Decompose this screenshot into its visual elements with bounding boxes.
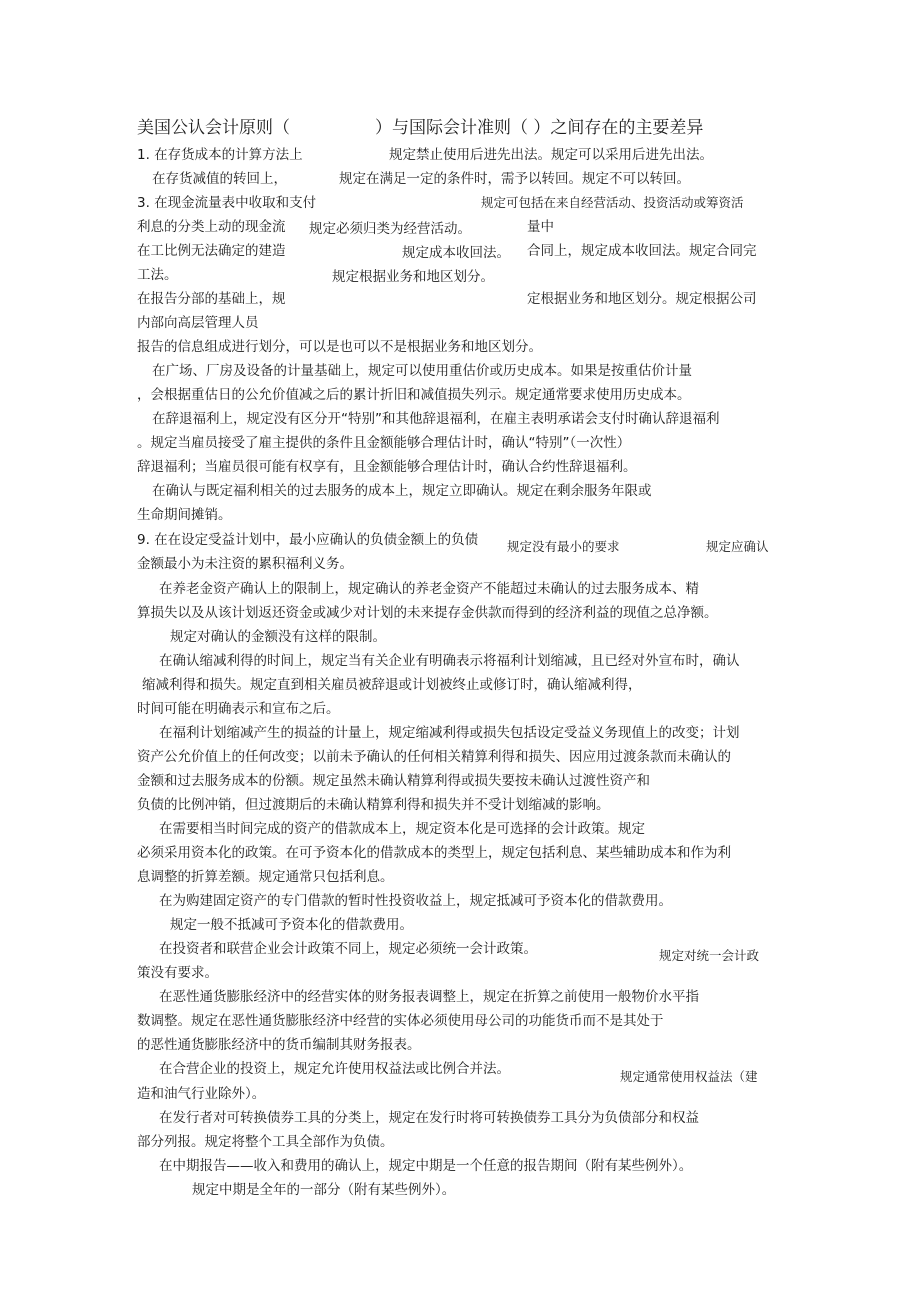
text-line: 。规定当雇员接受了雇主提供的条件且金额能够合理估计时，确认“特别”（一次性） (137, 435, 631, 451)
text-line: 在养老金资产确认上的限制上，规定确认的养老金资产不能超过未确认的过去服务成本、精 (159, 581, 699, 597)
text-line: 规定应确认 (706, 539, 769, 554)
text-line: 规定必须归类为经营活动。 (309, 221, 471, 237)
text-line: 在确认与既定福利相关的过去服务的成本上，规定立即确认。规定在剩余服务年限或 (152, 483, 652, 499)
text-line: 在福利计划缩减产生的损益的计量上，规定缩减利得或损失包括设定受益义务现值上的改变；计划 (159, 725, 740, 741)
text-line: 在发行者对可转换债券工具的分类上，规定在发行时将可转换债券工具分为负债部分和权益 (159, 1110, 699, 1126)
text-line: 在投资者和联营企业会计政策不同上，规定必须统一会计政策。 (159, 941, 537, 957)
text-line: 在广场、厂房及设备的计量基础上，规定可以使用重估价或历史成本。如果是按重估价计量 (152, 363, 692, 379)
text-line: 在为购建固定资产的专门借款的暂时性投资收益上，规定抵减可予资本化的借款费用。 (159, 893, 672, 909)
text-line: 定根据业务和地区划分。规定根据公司 (527, 291, 757, 307)
text-line: 算损失以及从该计划返还资金或减少对计划的未来提存金供款而得到的经济利益的现值之总净额。 (137, 605, 718, 621)
text-line: 在报告分部的基础上，规 (137, 291, 286, 307)
text-line: 在存货减值的转回上， (152, 171, 287, 187)
text-line: 生命期间摊销。 (137, 507, 232, 523)
text-line: 9. 在在设定受益计划中，最小应确认的负债金额上的负债 (137, 532, 479, 548)
text-line: 金额最小为未注资的累积福利义务。 (137, 556, 353, 572)
text-line: 负债的比例冲销，但过渡期后的未确认精算利得和损失并不受计划缩减的影响。 (137, 797, 610, 813)
text-line: 的恶性通货膨胀经济中的货币编制其财务报表。 (137, 1037, 421, 1053)
text-line: 金额和过去服务成本的份额。规定虽然未确认精算利得或损失要按未确认过渡性资产和 (137, 773, 650, 789)
text-line: 规定根据业务和地区划分。 (332, 269, 494, 285)
text-line: 缩减利得和损失。规定直到相关雇员被辞退或计划被终止或修订时，确认缩减利得， (142, 677, 642, 693)
text-line: 量中 (527, 219, 554, 235)
text-line: 规定中期是全年的一部分（附有某些例外）。 (192, 1182, 456, 1198)
text-line: 数调整。规定在恶性通货膨胀经济中经营的实体必须使用母公司的功能货币而不是其处于 (137, 1013, 664, 1029)
text-line: 策没有要求。 (137, 965, 218, 981)
text-line: 资产公允价值上的任何改变；以前未予确认的任何相关精算利得和损失、因应用过渡条款而未确认的 (137, 749, 731, 765)
text-line: 时间可能在明确表示和宣布之后。 (137, 701, 340, 717)
text-line: 合同上，规定成本收回法。规定合同完 (527, 243, 757, 259)
text-line: 在中期报告——收入和费用的确认上，规定中期是一个任意的报告期间（附有某些例外）。 (159, 1158, 693, 1174)
text-line: 规定对统一会计政 (659, 948, 760, 963)
text-line: 利息的分类上动的现金流 (137, 219, 286, 235)
text-line: 规定成本收回法。 (402, 245, 510, 261)
text-line: 3. 在现金流量表中收取和支付 (137, 195, 317, 211)
text-line: 规定一般不抵减可予资本化的借款费用。 (170, 917, 413, 933)
text-line: 在合营企业的投资上，规定允许使用权益法或比例合并法。 (159, 1061, 510, 1077)
text-line: 息调整的折算差额。规定通常只包括利息。 (137, 869, 394, 885)
text-line: 造和油气行业除外）。 (137, 1086, 266, 1102)
text-line: 在辞退福利上，规定没有区分开“特别”和其他辞退福利，在雇主表明承诺会支付时确认辞退福利 (152, 411, 720, 427)
text-line: 在恶性通货膨胀经济中的经营实体的财务报表调整上，规定在折算之前使用一般物价水平指 (159, 989, 699, 1005)
text-line: ，会根据重估日的公允价值减之后的累计折旧和减值损失列示。规定通常要求使用历史成本。 (137, 387, 691, 403)
text-line: 在工比例无法确定的建造 (137, 243, 286, 259)
text-line: 1. 在存货成本的计算方法上 (137, 147, 303, 163)
text-line: 在确认缩减利得的时间上，规定当有关企业有明确表示将福利计划缩减，且已经对外宣布时，确认 (159, 653, 740, 669)
text-line: 报告的信息组成进行划分，可以是也可以不是根据业务和地区划分。 (137, 339, 542, 355)
text-line: 规定可包括在来自经营活动、投资活动或筹资活 (481, 195, 744, 210)
text-line: 部分列报。规定将整个工具全部作为负债。 (137, 1134, 394, 1150)
text-line: 辞退福利；当雇员很可能有权享有，且金额能够合理估计时，确认合约性辞退福利。 (137, 459, 637, 475)
text-line: 工法。 (137, 267, 178, 283)
text-line: 必须采用资本化的政策。在可予资本化的借款成本的类型上，规定包括利息、某些辅助成本和作为利 (137, 845, 731, 861)
text-line: 内部向高层管理人员 (137, 315, 259, 331)
text-line: 规定禁止使用后进先出法。规定可以采用后进先出法。 (389, 147, 713, 163)
text-line: 规定通常使用权益法（建 (620, 1069, 758, 1084)
document-title: 美国公认会计原则（ ）与国际会计准则（ ）之间存在的主要差异 (137, 118, 704, 138)
text-line: 规定对确认的金额没有这样的限制。 (170, 629, 386, 645)
text-line: 在需要相当时间完成的资产的借款成本上，规定资本化是可选择的会计政策。规定 (159, 821, 645, 837)
text-line: 规定没有最小的要求 (507, 539, 620, 554)
text-line: 规定在满足一定的条件时，需予以转回。规定不可以转回。 (339, 171, 690, 187)
